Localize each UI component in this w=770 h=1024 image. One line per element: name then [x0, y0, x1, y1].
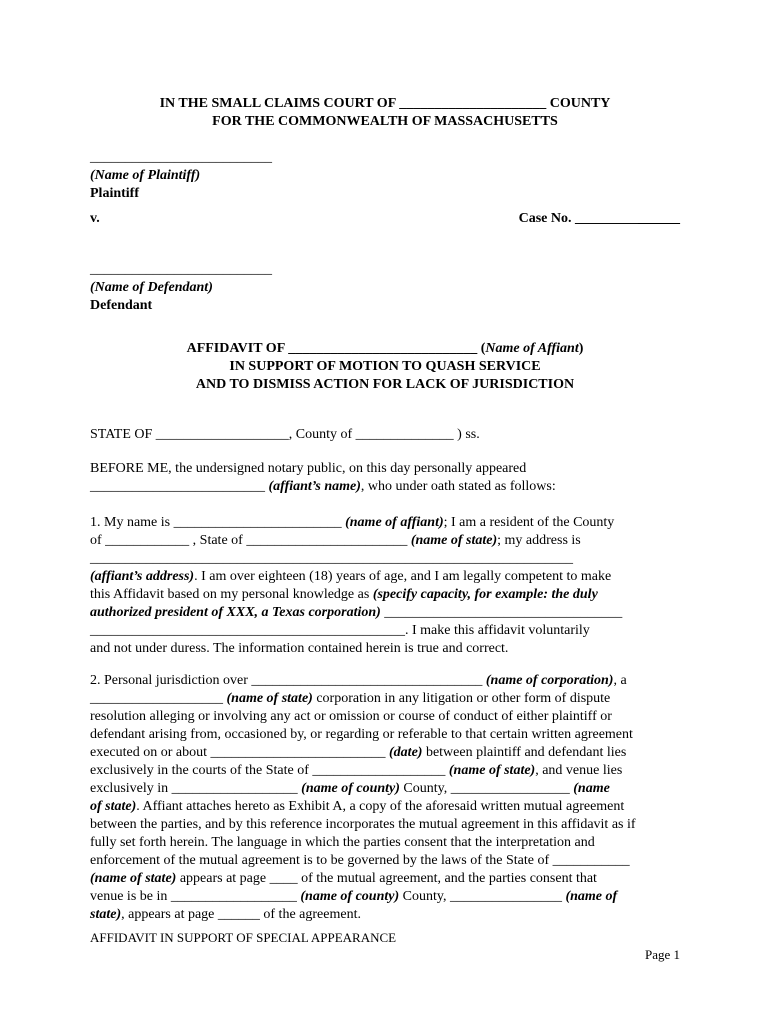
p1-capacity-hint: (specify capacity, for example: the duly: [372, 587, 598, 602]
p1-line4: . I am over eighteen (18) years of age, and I am legally competent to make: [194, 569, 612, 584]
p2-line7: exclusively in __________________: [90, 781, 302, 796]
page-number: Page 1: [644, 947, 680, 962]
affidavit-title: [0, 340, 770, 394]
p2-line1: 2. Personal jurisdiction over _________________________________: [90, 673, 486, 688]
p1-line1: 1. My name is ________________________: [90, 515, 346, 530]
before-me-line1: BEFORE ME, the undersigned notary public, on this day personally appeared: [90, 461, 527, 476]
p1-line7: _____________________________________________. I make this affidavit voluntarily: [90, 623, 590, 638]
defendant-block: [90, 261, 272, 315]
p2-name-hint: (name: [573, 781, 610, 796]
defendant-name-hint: (Name of Defendant): [90, 280, 213, 295]
footer-title: AFFIDAVIT IN SUPPORT OF SPECIAL APPEARANCE: [90, 930, 397, 945]
before-me-paragraph: [90, 460, 556, 496]
p2-line13: venue is be in __________________: [90, 889, 301, 904]
p2-line5-end: between plaintiff and defendant lies: [422, 745, 627, 760]
p2-line12: appears at page ____ of the mutual agreement, and the parties consent that: [176, 871, 597, 886]
p2-county-hint-2: (name of county): [300, 889, 400, 904]
p2-line10: fully set forth herein. The language in which the parties consent that the interpretation and: [90, 835, 595, 850]
p2-state-hint-3: (name of state): [90, 871, 177, 886]
before-me-line2-text: , who under oath stated as follows:: [360, 479, 556, 494]
p2-of-state-hint: of state): [90, 799, 137, 814]
p1-capacity-hint-2: authorized president of XXX, a Texas corporation): [90, 605, 381, 620]
p2-line3: resolution alleging or involving any act or omission or course of conduct of either plaintiff or: [90, 709, 612, 724]
p1-address-hint: (affiant’s address): [90, 569, 195, 584]
p1-line5: this Affidavit based on my personal knowledge as: [90, 587, 373, 602]
p1-address-blank: _____________________________________________________________________: [90, 551, 573, 566]
p1-affiant-hint: (name of affiant): [345, 515, 444, 530]
affiant-name-hint: (affiant’s name): [268, 479, 361, 494]
p2-line7-mid: County, _________________: [399, 781, 574, 796]
plaintiff-block: [90, 149, 272, 203]
title-line1: [187, 341, 584, 356]
case-number-label: Case No. _________: [518, 211, 638, 226]
p1-line2-end: ; my address is: [497, 533, 581, 548]
plaintiff-name-hint: (Name of Plaintiff): [90, 168, 201, 183]
p1-state-hint: (name of state): [410, 533, 498, 548]
p2-line6-end: , and venue lies: [535, 763, 623, 778]
p2-line2: ___________________: [90, 691, 227, 706]
paragraph-2: [90, 672, 636, 924]
p2-line1-end: , a: [613, 673, 627, 688]
p1-line8: and not under duress. The information contained herein is true and correct.: [90, 641, 509, 656]
title-line2: IN SUPPORT OF MOTION TO QUASH SERVICE: [229, 359, 541, 374]
title-line3: AND TO DISMISS ACTION FOR LACK OF JURISDICTION: [195, 377, 575, 392]
defendant-role: Defendant: [90, 298, 153, 313]
p2-line5: executed on or about _________________________: [90, 745, 390, 760]
p2-line6: exclusively in the courts of the State of ___________________: [90, 763, 449, 778]
p2-state-hint-2: (name of state): [448, 763, 536, 778]
plaintiff-name-blank: __________________________: [90, 150, 272, 165]
p2-state-hint-4: state): [90, 907, 122, 922]
p2-state-hint: (name of state): [226, 691, 313, 706]
court-heading-line2: FOR THE COMMONWEALTH OF MASSACHUSETTS: [212, 114, 558, 129]
p2-date-hint: (date): [389, 745, 423, 760]
p1-capacity-blank: __________________________________: [380, 605, 623, 620]
p2-line11: enforcement of the mutual agreement is to be governed by the laws of the State of ___________: [90, 853, 630, 868]
defendant-name-blank: __________________________: [90, 262, 272, 277]
case-number-underline: ______: [638, 211, 680, 226]
p2-line4: defendant arising from, occasioned by, or regarding or referable to that certain written agreement: [90, 727, 633, 742]
p2-line8: . Affiant attaches hereto as Exhibit A, a copy of the aforesaid written mutual agreement: [136, 799, 625, 814]
court-heading: [0, 95, 770, 131]
p2-line14: , appears at page ______ of the agreement.: [121, 907, 361, 922]
paragraph-1: [90, 514, 622, 658]
title-affiant-hint: Name of Affiant: [485, 341, 579, 356]
versus: v.: [90, 211, 100, 226]
p2-corporation-hint: (name of corporation): [485, 673, 614, 688]
title-line1-close: ): [578, 341, 584, 356]
affiant-name-blank: _________________________: [90, 479, 269, 494]
court-heading-line1: IN THE SMALL CLAIMS COURT OF _____________________ COUNTY: [159, 96, 611, 111]
plaintiff-role: Plaintiff: [90, 186, 139, 201]
title-line1-text: AFFIDAVIT OF ___________________________ (: [186, 341, 486, 356]
p1-line1-end: ; I am a resident of the County: [443, 515, 615, 530]
p2-line9: between the parties, and by this reference incorporates the mutual agreement in this affidavit as if: [90, 817, 636, 832]
p2-line13-mid: County, ________________: [399, 889, 566, 904]
p1-line2: of ____________ , State of _______________________: [90, 533, 411, 548]
p2-name-of-hint: (name of: [565, 889, 618, 904]
p2-county-hint: (name of county): [301, 781, 400, 796]
case-number: [519, 210, 680, 228]
venue-line: STATE OF ___________________, County of ______________ ) ss.: [90, 427, 480, 442]
p2-line2-end: corporation in any litigation or other form of dispute: [312, 691, 611, 706]
